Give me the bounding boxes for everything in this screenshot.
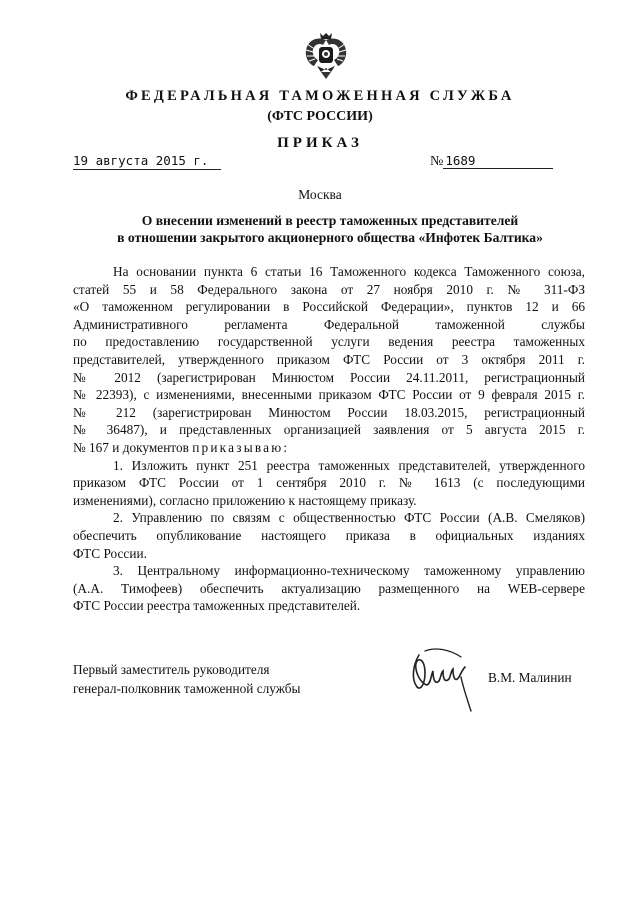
item-1-line: приказом ФТС России от 1 сентября 2010 г. № 1613 (с последующими xyxy=(73,475,585,491)
preamble-line: На основании пункта 6 статьи 16 Таможенного кодекса Таможенного союза, xyxy=(113,264,585,279)
document-number-block xyxy=(430,153,553,170)
number-sign: № xyxy=(430,154,444,169)
preamble-line: статей 55 и 58 Федерального закона от 27 ноября 2010 г. № 311-ФЗ xyxy=(73,281,585,297)
city: Москва xyxy=(298,187,342,202)
item-2-line: 2. Управлению по связям с общественностью ФТС России (А.В. Смеляков) xyxy=(113,510,585,526)
preamble-line: представителей, утвержденного приказом ФТС России от 3 октября 2011 г. xyxy=(73,351,585,367)
preamble-line: № 212 (зарегистрирован Минюстом России 18.03.2015, регистрационный xyxy=(73,404,585,420)
item-1-line: изменениями), согласно приложению к настоящему приказу. xyxy=(73,492,417,508)
handwritten-signature-icon xyxy=(405,643,485,723)
preamble-line: № 22393), с изменениями, внесенными приказом ФТС России от 9 февраля 2015 г. xyxy=(73,387,585,403)
preamble-final-line xyxy=(73,439,585,457)
preamble-line: «О таможенном регулировании в Российской Федерации», пунктов 12 и 66 xyxy=(73,299,585,315)
item-3-line: (А.А. Тимофеев) обеспечить актуализацию размещенного на WEB-сервере xyxy=(73,580,585,596)
document-body xyxy=(73,263,585,615)
subject-line-2: в отношении закрытого акционерного общества «Инфотек Балтика» xyxy=(117,230,543,245)
coat-of-arms-icon xyxy=(303,30,349,82)
signer-name: В.М. Малинин xyxy=(488,670,572,685)
agency-name: ФЕДЕРАЛЬНАЯ ТАМОЖЕННАЯ СЛУЖБА xyxy=(125,88,515,104)
signer-position-line-1: Первый заместитель руководителя xyxy=(73,662,270,677)
item-3-line: 3. Центральному информационно-техническому таможенному управлению xyxy=(113,563,585,579)
subject-line-1: О внесении изменений в реестр таможенных представителей xyxy=(141,213,519,228)
preamble-final-prefix: № 167 и документов xyxy=(73,439,189,455)
agency-short-name: (ФТС РОССИИ) xyxy=(267,109,373,124)
signer-position xyxy=(73,660,300,698)
item-2-line: ФТС России. xyxy=(73,545,147,561)
document-date: 19 августа 2015 г. xyxy=(73,153,221,170)
document-type: ПРИКАЗ xyxy=(277,135,363,151)
preamble-line: Административного регламента Федеральной таможенной службы xyxy=(73,316,585,332)
preamble-line: № 2012 (зарегистрирован Минюстом России 24.11.2011, регистрационный xyxy=(73,369,585,385)
preamble-line: по предоставлению государственной услуги ведения реестра таможенных xyxy=(73,334,585,350)
item-2-line: обеспечить опубликование настоящего приказа в официальных изданиях xyxy=(73,527,585,543)
document-number: 1689 xyxy=(443,153,553,169)
signer-position-line-2: генерал-полковник таможенной службы xyxy=(73,681,301,696)
order-verb: приказываю: xyxy=(192,439,290,455)
item-3-line: ФТС России реестра таможенных представителей. xyxy=(73,598,361,614)
document-subject xyxy=(70,212,590,246)
preamble-line: № 36487), и представленных организацией заявления от 5 августа 2015 г. xyxy=(73,422,585,438)
item-1-line: 1. Изложить пункт 251 реестра таможенных представителей, утвержденного xyxy=(113,457,585,473)
